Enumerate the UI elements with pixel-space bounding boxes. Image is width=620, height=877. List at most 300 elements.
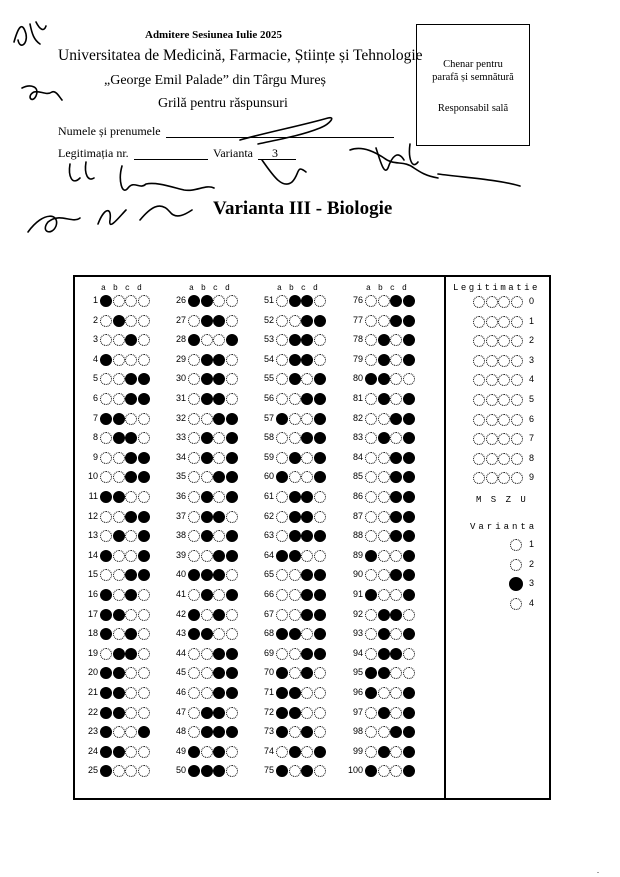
answer-bubble-d[interactable] <box>226 295 238 307</box>
answer-bubble-b[interactable] <box>113 707 125 719</box>
answer-bubble-b[interactable] <box>378 550 390 562</box>
answer-bubble-b[interactable] <box>201 628 213 640</box>
answer-bubble-d[interactable] <box>138 295 150 307</box>
answer-bubble-d[interactable] <box>403 648 415 660</box>
answer-bubble-d[interactable] <box>226 550 238 562</box>
answer-bubble-d[interactable] <box>138 687 150 699</box>
answer-bubble-a[interactable] <box>100 687 112 699</box>
answer-bubble-c[interactable] <box>390 550 402 562</box>
answer-bubble-d[interactable] <box>138 530 150 542</box>
answer-bubble-c[interactable] <box>125 550 137 562</box>
answer-bubble-a[interactable] <box>100 746 112 758</box>
legitimatie-bubble[interactable] <box>511 296 523 308</box>
answer-bubble-b[interactable] <box>113 295 125 307</box>
answer-bubble-c[interactable] <box>125 315 137 327</box>
answer-bubble-d[interactable] <box>314 667 326 679</box>
answer-bubble-b[interactable] <box>201 511 213 523</box>
legitimatie-bubble[interactable] <box>511 414 523 426</box>
answer-bubble-c[interactable] <box>301 491 313 503</box>
answer-bubble-c[interactable] <box>125 413 137 425</box>
answer-bubble-d[interactable] <box>403 295 415 307</box>
answer-bubble-a[interactable] <box>365 589 377 601</box>
answer-bubble-a[interactable] <box>100 609 112 621</box>
answer-bubble-c[interactable] <box>125 589 137 601</box>
answer-bubble-d[interactable] <box>226 746 238 758</box>
answer-bubble-d[interactable] <box>138 707 150 719</box>
answer-bubble-b[interactable] <box>113 765 125 777</box>
answer-bubble-b[interactable] <box>201 373 213 385</box>
answer-bubble-b[interactable] <box>201 432 213 444</box>
answer-bubble-c[interactable] <box>213 413 225 425</box>
answer-bubble-c[interactable] <box>301 589 313 601</box>
answer-bubble-d[interactable] <box>138 746 150 758</box>
answer-bubble-a[interactable] <box>365 707 377 719</box>
answer-bubble-d[interactable] <box>314 765 326 777</box>
answer-bubble-d[interactable] <box>403 334 415 346</box>
legitimatie-bubble[interactable] <box>498 355 510 367</box>
legitimatie-bubble[interactable] <box>511 316 523 328</box>
answer-bubble-b[interactable] <box>378 687 390 699</box>
answer-bubble-b[interactable] <box>289 667 301 679</box>
answer-bubble-d[interactable] <box>403 569 415 581</box>
answer-bubble-d[interactable] <box>226 354 238 366</box>
answer-bubble-b[interactable] <box>113 334 125 346</box>
answer-bubble-b[interactable] <box>289 491 301 503</box>
answer-bubble-c[interactable] <box>125 354 137 366</box>
answer-bubble-d[interactable] <box>226 589 238 601</box>
answer-bubble-d[interactable] <box>314 687 326 699</box>
answer-bubble-b[interactable] <box>378 511 390 523</box>
legitimatie-bubble[interactable] <box>473 414 485 426</box>
answer-bubble-b[interactable] <box>289 550 301 562</box>
answer-bubble-c[interactable] <box>125 687 137 699</box>
answer-bubble-b[interactable] <box>201 569 213 581</box>
answer-bubble-d[interactable] <box>138 452 150 464</box>
answer-bubble-c[interactable] <box>390 687 402 699</box>
answer-bubble-b[interactable] <box>378 609 390 621</box>
answer-bubble-b[interactable] <box>113 667 125 679</box>
answer-bubble-b[interactable] <box>113 452 125 464</box>
answer-bubble-a[interactable] <box>188 393 200 405</box>
answer-bubble-d[interactable] <box>314 589 326 601</box>
answer-bubble-c[interactable] <box>301 315 313 327</box>
answer-bubble-d[interactable] <box>314 413 326 425</box>
answer-bubble-b[interactable] <box>378 491 390 503</box>
legitimatie-bubble[interactable] <box>498 453 510 465</box>
answer-bubble-c[interactable] <box>213 393 225 405</box>
answer-bubble-b[interactable] <box>289 726 301 738</box>
answer-bubble-c[interactable] <box>213 511 225 523</box>
answer-bubble-d[interactable] <box>314 432 326 444</box>
answer-bubble-b[interactable] <box>201 452 213 464</box>
answer-bubble-b[interactable] <box>289 315 301 327</box>
answer-bubble-c[interactable] <box>125 648 137 660</box>
answer-bubble-c[interactable] <box>213 589 225 601</box>
answer-bubble-d[interactable] <box>138 511 150 523</box>
answer-bubble-c[interactable] <box>125 609 137 621</box>
answer-bubble-a[interactable] <box>100 491 112 503</box>
answer-bubble-b[interactable] <box>378 667 390 679</box>
answer-bubble-b[interactable] <box>113 530 125 542</box>
answer-bubble-d[interactable] <box>138 628 150 640</box>
answer-bubble-a[interactable] <box>276 511 288 523</box>
answer-bubble-c[interactable] <box>213 315 225 327</box>
answer-bubble-b[interactable] <box>113 550 125 562</box>
answer-bubble-d[interactable] <box>314 452 326 464</box>
legitimatie-bubble[interactable] <box>486 296 498 308</box>
varianta-bubble-4[interactable] <box>510 598 522 610</box>
answer-bubble-d[interactable] <box>314 530 326 542</box>
answer-bubble-c[interactable] <box>125 452 137 464</box>
answer-bubble-d[interactable] <box>226 609 238 621</box>
answer-bubble-a[interactable] <box>100 707 112 719</box>
answer-bubble-c[interactable] <box>301 746 313 758</box>
answer-bubble-a[interactable] <box>188 687 200 699</box>
answer-bubble-b[interactable] <box>201 667 213 679</box>
answer-bubble-b[interactable] <box>378 354 390 366</box>
answer-bubble-a[interactable] <box>365 393 377 405</box>
answer-bubble-a[interactable] <box>188 707 200 719</box>
answer-bubble-d[interactable] <box>403 491 415 503</box>
answer-bubble-d[interactable] <box>314 315 326 327</box>
answer-bubble-d[interactable] <box>314 334 326 346</box>
answer-bubble-d[interactable] <box>314 491 326 503</box>
legitimatie-bubble[interactable] <box>486 394 498 406</box>
answer-bubble-b[interactable] <box>378 413 390 425</box>
varianta-bubble-2[interactable] <box>510 559 522 571</box>
answer-bubble-d[interactable] <box>403 746 415 758</box>
answer-bubble-b[interactable] <box>289 569 301 581</box>
answer-bubble-b[interactable] <box>113 648 125 660</box>
answer-bubble-b[interactable] <box>378 707 390 719</box>
answer-bubble-d[interactable] <box>314 373 326 385</box>
legitimatie-bubble[interactable] <box>511 374 523 386</box>
answer-bubble-a[interactable] <box>276 550 288 562</box>
answer-bubble-b[interactable] <box>201 589 213 601</box>
answer-bubble-d[interactable] <box>138 413 150 425</box>
answer-bubble-c[interactable] <box>213 491 225 503</box>
answer-bubble-b[interactable] <box>378 393 390 405</box>
answer-bubble-c[interactable] <box>301 707 313 719</box>
answer-bubble-c[interactable] <box>390 491 402 503</box>
answer-bubble-b[interactable] <box>378 726 390 738</box>
answer-bubble-b[interactable] <box>378 452 390 464</box>
answer-bubble-b[interactable] <box>289 589 301 601</box>
legitimatie-bubble[interactable] <box>473 394 485 406</box>
legitimatie-bubble[interactable] <box>498 296 510 308</box>
answer-bubble-d[interactable] <box>226 393 238 405</box>
answer-bubble-b[interactable] <box>289 648 301 660</box>
answer-bubble-a[interactable] <box>276 491 288 503</box>
answer-bubble-d[interactable] <box>403 530 415 542</box>
answer-bubble-b[interactable] <box>201 413 213 425</box>
answer-bubble-a[interactable] <box>365 511 377 523</box>
answer-bubble-b[interactable] <box>113 726 125 738</box>
answer-bubble-a[interactable] <box>276 452 288 464</box>
answer-bubble-a[interactable] <box>276 746 288 758</box>
answer-bubble-b[interactable] <box>289 511 301 523</box>
answer-bubble-c[interactable] <box>301 295 313 307</box>
answer-bubble-c[interactable] <box>390 589 402 601</box>
answer-bubble-b[interactable] <box>113 373 125 385</box>
answer-bubble-d[interactable] <box>226 530 238 542</box>
answer-bubble-b[interactable] <box>113 589 125 601</box>
answer-bubble-c[interactable] <box>213 295 225 307</box>
answer-bubble-b[interactable] <box>201 315 213 327</box>
legitimatie-bubble[interactable] <box>473 355 485 367</box>
answer-bubble-d[interactable] <box>403 432 415 444</box>
answer-bubble-c[interactable] <box>390 746 402 758</box>
answer-bubble-d[interactable] <box>314 707 326 719</box>
answer-bubble-a[interactable] <box>365 354 377 366</box>
answer-bubble-b[interactable] <box>378 628 390 640</box>
answer-bubble-d[interactable] <box>314 746 326 758</box>
answer-bubble-a[interactable] <box>365 413 377 425</box>
answer-bubble-d[interactable] <box>403 667 415 679</box>
answer-bubble-a[interactable] <box>188 315 200 327</box>
answer-bubble-b[interactable] <box>201 765 213 777</box>
answer-bubble-b[interactable] <box>289 530 301 542</box>
answer-bubble-a[interactable] <box>365 550 377 562</box>
answer-bubble-c[interactable] <box>301 609 313 621</box>
answer-bubble-a[interactable] <box>276 648 288 660</box>
answer-bubble-a[interactable] <box>365 315 377 327</box>
answer-bubble-d[interactable] <box>403 550 415 562</box>
answer-bubble-a[interactable] <box>188 648 200 660</box>
answer-bubble-d[interactable] <box>403 628 415 640</box>
answer-bubble-d[interactable] <box>226 334 238 346</box>
answer-bubble-d[interactable] <box>314 471 326 483</box>
answer-bubble-a[interactable] <box>365 452 377 464</box>
answer-bubble-c[interactable] <box>390 354 402 366</box>
answer-bubble-c[interactable] <box>390 707 402 719</box>
answer-bubble-b[interactable] <box>289 746 301 758</box>
answer-bubble-a[interactable] <box>188 491 200 503</box>
answer-bubble-c[interactable] <box>390 315 402 327</box>
legitimatie-bubble[interactable] <box>486 414 498 426</box>
answer-bubble-d[interactable] <box>403 373 415 385</box>
answer-bubble-a[interactable] <box>276 354 288 366</box>
answer-bubble-c[interactable] <box>125 746 137 758</box>
answer-bubble-d[interactable] <box>226 315 238 327</box>
answer-bubble-d[interactable] <box>403 707 415 719</box>
answer-bubble-b[interactable] <box>289 413 301 425</box>
answer-bubble-d[interactable] <box>138 609 150 621</box>
legitimatie-bubble[interactable] <box>473 316 485 328</box>
legitimatie-bubble[interactable] <box>486 374 498 386</box>
legitimatie-bubble[interactable] <box>486 316 498 328</box>
answer-bubble-b[interactable] <box>201 393 213 405</box>
answer-bubble-a[interactable] <box>365 648 377 660</box>
answer-bubble-a[interactable] <box>100 354 112 366</box>
answer-bubble-b[interactable] <box>201 354 213 366</box>
answer-bubble-c[interactable] <box>301 687 313 699</box>
answer-bubble-a[interactable] <box>276 707 288 719</box>
answer-bubble-b[interactable] <box>378 569 390 581</box>
answer-bubble-d[interactable] <box>403 589 415 601</box>
answer-bubble-a[interactable] <box>365 746 377 758</box>
answer-bubble-a[interactable] <box>100 393 112 405</box>
answer-bubble-a[interactable] <box>276 413 288 425</box>
answer-bubble-c[interactable] <box>125 491 137 503</box>
answer-bubble-a[interactable] <box>276 609 288 621</box>
answer-bubble-a[interactable] <box>365 609 377 621</box>
answer-bubble-b[interactable] <box>113 628 125 640</box>
answer-bubble-b[interactable] <box>378 765 390 777</box>
answer-bubble-c[interactable] <box>213 648 225 660</box>
answer-bubble-b[interactable] <box>113 354 125 366</box>
legitimatie-bubble[interactable] <box>511 335 523 347</box>
answer-bubble-c[interactable] <box>390 295 402 307</box>
answer-bubble-d[interactable] <box>138 569 150 581</box>
legitimatie-bubble[interactable] <box>498 394 510 406</box>
answer-bubble-d[interactable] <box>138 667 150 679</box>
answer-bubble-b[interactable] <box>201 471 213 483</box>
answer-bubble-a[interactable] <box>100 315 112 327</box>
answer-bubble-d[interactable] <box>138 726 150 738</box>
answer-bubble-d[interactable] <box>138 550 150 562</box>
answer-bubble-b[interactable] <box>113 393 125 405</box>
answer-bubble-a[interactable] <box>276 295 288 307</box>
legitimatie-bubble[interactable] <box>486 472 498 484</box>
answer-bubble-a[interactable] <box>100 295 112 307</box>
answer-bubble-a[interactable] <box>188 609 200 621</box>
answer-bubble-d[interactable] <box>138 765 150 777</box>
answer-bubble-b[interactable] <box>289 452 301 464</box>
answer-bubble-b[interactable] <box>113 609 125 621</box>
answer-bubble-c[interactable] <box>301 354 313 366</box>
answer-bubble-b[interactable] <box>201 530 213 542</box>
answer-bubble-d[interactable] <box>314 648 326 660</box>
answer-bubble-b[interactable] <box>289 707 301 719</box>
answer-bubble-a[interactable] <box>276 687 288 699</box>
answer-bubble-d[interactable] <box>138 315 150 327</box>
answer-bubble-c[interactable] <box>390 609 402 621</box>
answer-bubble-a[interactable] <box>100 413 112 425</box>
answer-bubble-b[interactable] <box>378 648 390 660</box>
answer-bubble-c[interactable] <box>301 648 313 660</box>
answer-bubble-a[interactable] <box>188 589 200 601</box>
answer-bubble-d[interactable] <box>403 354 415 366</box>
legitimatie-bubble[interactable] <box>486 355 498 367</box>
answer-bubble-c[interactable] <box>125 707 137 719</box>
answer-bubble-d[interactable] <box>403 471 415 483</box>
answer-bubble-b[interactable] <box>289 393 301 405</box>
answer-bubble-d[interactable] <box>314 726 326 738</box>
legitimatie-bubble[interactable] <box>511 453 523 465</box>
answer-bubble-d[interactable] <box>403 726 415 738</box>
answer-bubble-c[interactable] <box>390 648 402 660</box>
answer-bubble-d[interactable] <box>403 413 415 425</box>
answer-bubble-a[interactable] <box>276 589 288 601</box>
answer-bubble-c[interactable] <box>390 413 402 425</box>
answer-bubble-c[interactable] <box>213 687 225 699</box>
answer-bubble-a[interactable] <box>276 393 288 405</box>
answer-bubble-b[interactable] <box>378 315 390 327</box>
answer-bubble-b[interactable] <box>378 295 390 307</box>
answer-bubble-b[interactable] <box>113 569 125 581</box>
answer-bubble-d[interactable] <box>314 511 326 523</box>
answer-bubble-b[interactable] <box>289 687 301 699</box>
answer-bubble-a[interactable] <box>188 550 200 562</box>
answer-bubble-b[interactable] <box>378 530 390 542</box>
answer-bubble-d[interactable] <box>403 315 415 327</box>
answer-bubble-b[interactable] <box>113 471 125 483</box>
answer-bubble-d[interactable] <box>314 354 326 366</box>
answer-bubble-c[interactable] <box>301 413 313 425</box>
answer-bubble-b[interactable] <box>113 413 125 425</box>
answer-bubble-d[interactable] <box>226 471 238 483</box>
answer-bubble-c[interactable] <box>125 511 137 523</box>
answer-bubble-d[interactable] <box>226 648 238 660</box>
answer-bubble-a[interactable] <box>188 295 200 307</box>
answer-bubble-b[interactable] <box>289 471 301 483</box>
answer-bubble-a[interactable] <box>188 511 200 523</box>
answer-bubble-c[interactable] <box>301 550 313 562</box>
answer-bubble-b[interactable] <box>201 295 213 307</box>
answer-bubble-a[interactable] <box>365 687 377 699</box>
answer-bubble-c[interactable] <box>213 452 225 464</box>
answer-bubble-c[interactable] <box>390 452 402 464</box>
answer-bubble-c[interactable] <box>125 393 137 405</box>
answer-bubble-d[interactable] <box>314 609 326 621</box>
answer-bubble-c[interactable] <box>390 393 402 405</box>
answer-bubble-b[interactable] <box>201 746 213 758</box>
answer-bubble-b[interactable] <box>201 707 213 719</box>
answer-bubble-d[interactable] <box>226 373 238 385</box>
legitimatie-bubble[interactable] <box>486 453 498 465</box>
answer-bubble-b[interactable] <box>378 471 390 483</box>
legitimatie-bubble[interactable] <box>511 394 523 406</box>
answer-bubble-b[interactable] <box>289 295 301 307</box>
legitimatie-bubble[interactable] <box>498 316 510 328</box>
answer-bubble-b[interactable] <box>201 550 213 562</box>
legitimatie-bubble[interactable] <box>486 335 498 347</box>
answer-bubble-d[interactable] <box>138 471 150 483</box>
varianta-bubble-1[interactable] <box>510 539 522 551</box>
answer-bubble-a[interactable] <box>276 315 288 327</box>
answer-bubble-b[interactable] <box>289 609 301 621</box>
answer-bubble-d[interactable] <box>226 491 238 503</box>
answer-bubble-b[interactable] <box>113 491 125 503</box>
legitimatie-bubble[interactable] <box>486 433 498 445</box>
answer-bubble-a[interactable] <box>100 452 112 464</box>
answer-bubble-c[interactable] <box>213 746 225 758</box>
legitimatie-bubble[interactable] <box>498 414 510 426</box>
answer-bubble-b[interactable] <box>289 354 301 366</box>
answer-bubble-b[interactable] <box>289 765 301 777</box>
answer-bubble-c[interactable] <box>301 393 313 405</box>
answer-bubble-d[interactable] <box>226 667 238 679</box>
answer-bubble-b[interactable] <box>201 334 213 346</box>
answer-bubble-c[interactable] <box>301 511 313 523</box>
answer-bubble-c[interactable] <box>390 511 402 523</box>
answer-bubble-b[interactable] <box>201 491 213 503</box>
answer-bubble-d[interactable] <box>403 511 415 523</box>
answer-bubble-d[interactable] <box>138 393 150 405</box>
answer-bubble-d[interactable] <box>138 334 150 346</box>
answer-bubble-a[interactable] <box>100 550 112 562</box>
answer-bubble-d[interactable] <box>138 432 150 444</box>
name-field-line[interactable] <box>166 137 394 138</box>
answer-bubble-b[interactable] <box>201 687 213 699</box>
answer-bubble-b[interactable] <box>289 628 301 640</box>
answer-bubble-d[interactable] <box>314 569 326 581</box>
answer-bubble-d[interactable] <box>226 452 238 464</box>
answer-bubble-c[interactable] <box>213 707 225 719</box>
answer-bubble-d[interactable] <box>314 295 326 307</box>
answer-bubble-d[interactable] <box>226 687 238 699</box>
